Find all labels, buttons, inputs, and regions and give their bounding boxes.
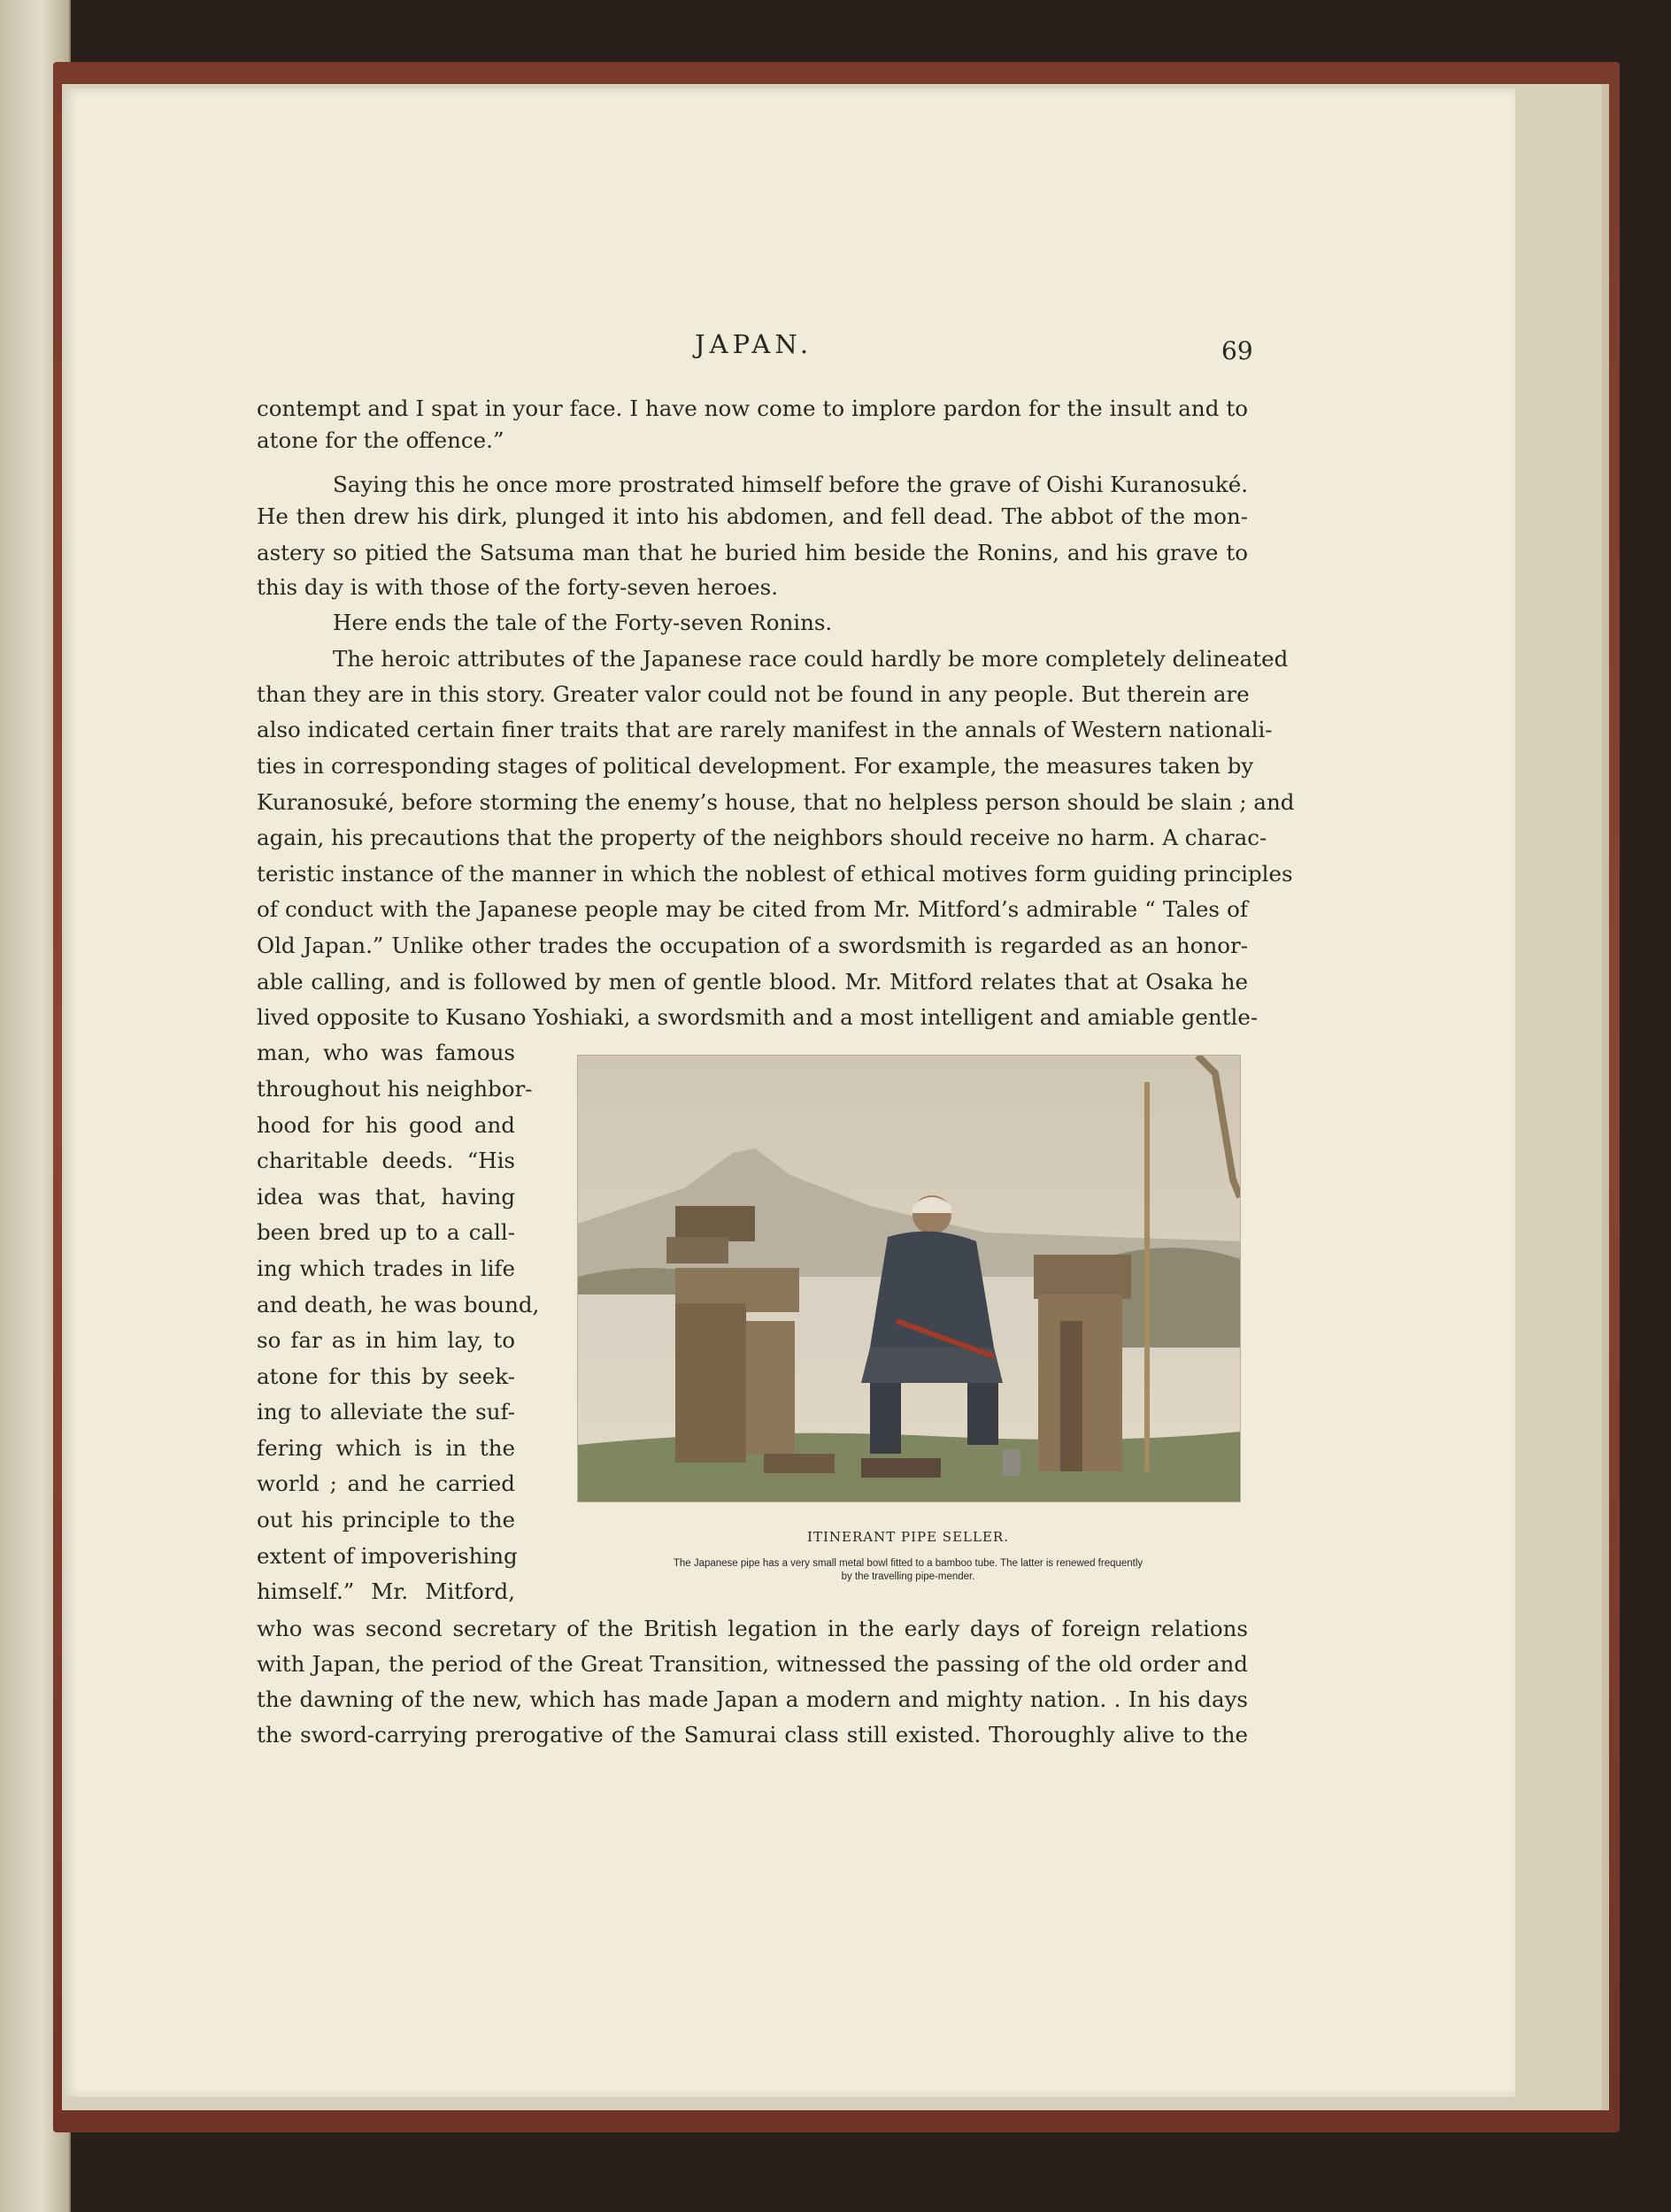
text-line: Saying this he once more prostrated himself before the grave of Oishi Kuranosuké.	[333, 472, 1248, 497]
text-line: ties in corresponding stages of political development. For example, the measures taken by	[257, 753, 1254, 779]
text-line: who was second secretary of the British legation in the early days of foreign relations	[257, 1616, 1248, 1641]
figure-caption-line: The Japanese pipe has a very small metal bowl fitted to a bamboo tube. The latter is renewed frequently	[673, 1558, 1144, 1569]
text-line: extent of impoverishing	[257, 1543, 518, 1569]
text-line: this day is with those of the forty-seven heroes.	[257, 574, 778, 600]
text-line: Old Japan.” Unlike other trades the occupation of a swordsmith is regarded as an honor-	[257, 933, 1248, 958]
text-line: the sword-carrying prerogative of the Samurai class still existed. Thoroughly alive to the	[257, 1722, 1248, 1747]
text-line: lived opposite to Kusano Yoshiaki, a swordsmith and a most intelligent and amiable gentle-	[257, 1004, 1259, 1030]
text-line: man, who was famous	[257, 1040, 515, 1065]
text-line: again, his precautions that the property of the neighbors should receive no harm. A charac-	[257, 825, 1267, 850]
text-line: teristic instance of the manner in which the noblest of ethical motives form guiding principles	[257, 861, 1293, 887]
text-line: also indicated certain finer traits that are rarely manifest in the annals of Western nationali-	[257, 717, 1273, 742]
text-line: ing which trades in life	[257, 1256, 515, 1281]
text-line: contempt and I spat in your face. I have now come to implore pardon for the insult and to	[257, 396, 1248, 421]
text-line: with Japan, the period of the Great Transition, witnessed the passing of the old order and	[257, 1651, 1248, 1677]
text-line: and death, he was bound,	[257, 1292, 540, 1317]
text-line: fering which is in the	[257, 1435, 515, 1461]
text-line: out his principle to the	[257, 1507, 515, 1532]
running-header-title: JAPAN.	[695, 329, 813, 359]
text-line: ing to alleviate the suf-	[257, 1399, 515, 1425]
figure-photograph	[577, 1055, 1241, 1502]
text-line: charitable deeds. “His	[257, 1148, 515, 1173]
text-line: atone for this by seek-	[257, 1363, 515, 1389]
text-line: throughout his neighbor-	[257, 1076, 533, 1102]
figure-caption-line: by the travelling pipe-mender.	[841, 1571, 975, 1582]
text-line: himself.” Mr. Mitford,	[257, 1578, 515, 1604]
text-line: world ; and he carried	[257, 1471, 515, 1496]
text-line: idea was that, having	[257, 1184, 515, 1210]
text-line: The heroic attributes of the Japanese race could hardly be more completely delineated	[333, 646, 1289, 672]
text-line: He then drew his dirk, plunged it into his abdomen, and fell dead. The abbot of the mon-	[257, 503, 1248, 529]
text-line: been bred up to a call-	[257, 1219, 515, 1245]
figure-caption-title: ITINERANT PIPE SELLER.	[807, 1529, 1009, 1545]
text-line: Kuranosuké, before storming the enemy’s house, that no helpless person should be slain ; and	[257, 789, 1295, 815]
figure-caption-text	[595, 1557, 1221, 1584]
text-line: than they are in this story. Greater valor could not be found in any people. But therein are	[257, 681, 1250, 707]
text-line: able calling, and is followed by men of gentle blood. Mr. Mitford relates that at Osaka he	[257, 969, 1248, 995]
text-line: so far as in him lay, to	[257, 1327, 515, 1353]
text-line: hood for his good and	[257, 1112, 515, 1138]
text-line: atone for the offence.”	[257, 427, 504, 453]
text-line: Here ends the tale of the Forty-seven Ronins.	[333, 610, 833, 635]
text-line: of conduct with the Japanese people may be cited from Mr. Mitford’s admirable “ Tales of	[257, 896, 1248, 922]
page-number: 69	[1221, 336, 1253, 365]
text-line: the dawning of the new, which has made Japan a modern and mighty nation. . In his days	[257, 1686, 1248, 1712]
text-line: astery so pitied the Satsuma man that he buried him beside the Ronins, and his grave to	[257, 540, 1248, 565]
